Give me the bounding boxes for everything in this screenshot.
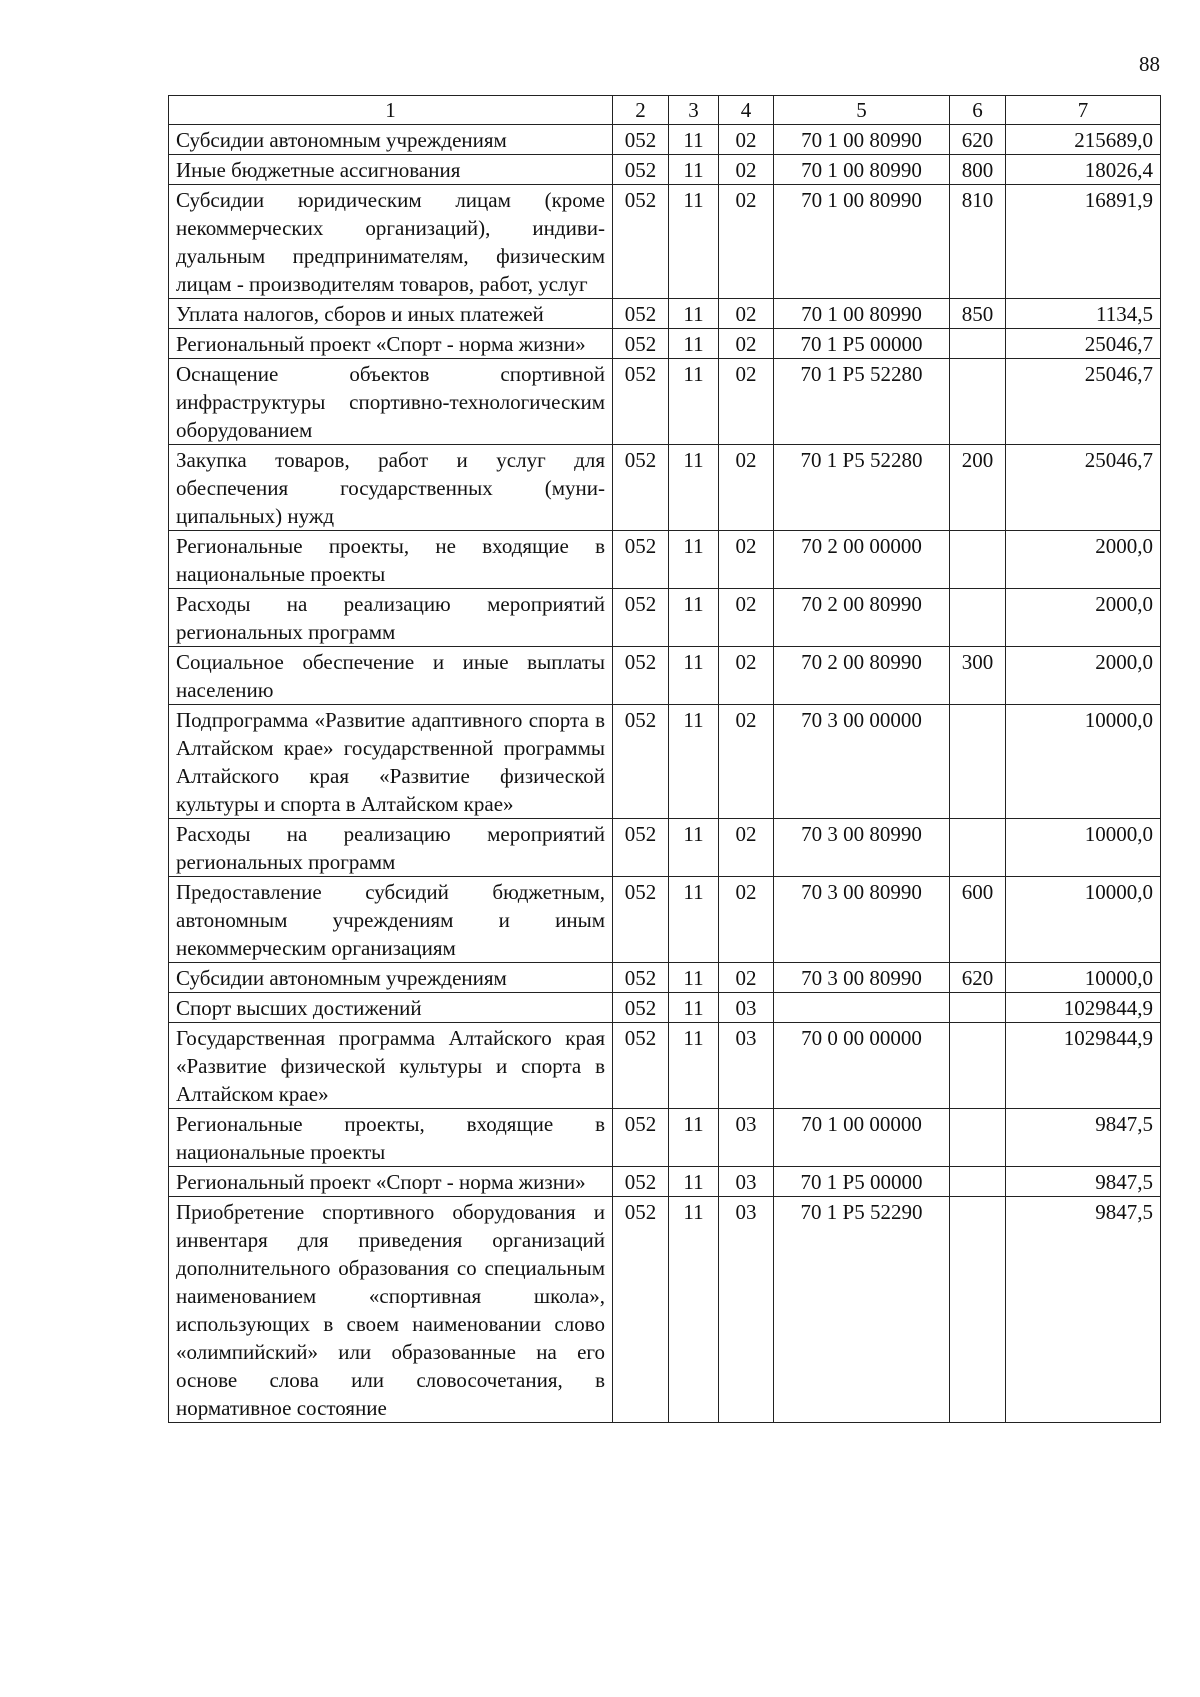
table-row (169, 963, 1161, 993)
column-header-2: 2 (613, 96, 669, 125)
table-body (169, 125, 1161, 1423)
row-target-article-cell: 70 2 00 80990 (774, 647, 950, 705)
row-amount-cell: 9847,5 (1006, 1167, 1161, 1197)
row-expense-type-cell (950, 359, 1006, 445)
row-name-cell: Оснащение объектов спортивной инфраструктуры спортивно-технологическим оборудованием (169, 359, 613, 445)
row-section-cell: 11 (669, 125, 719, 155)
row-target-article-cell: 70 2 00 00000 (774, 531, 950, 589)
row-name-cell: Субсидии юридическим лицам (кроме некоммерческих организаций), индивидуальным предпринимателям, физическим лицам - производителям товаров, работ, услуг (169, 185, 613, 299)
row-expense-type-cell (950, 329, 1006, 359)
row-expense-type-cell (950, 819, 1006, 877)
row-subsection-cell: 02 (719, 185, 774, 299)
row-admin-code-cell: 052 (613, 963, 669, 993)
row-section-cell: 11 (669, 155, 719, 185)
row-subsection-cell: 03 (719, 1109, 774, 1167)
row-name-cell: Приобретение спортивного оборудования и инвентаря для приведения организаций дополнительного образования со специальным наименованием «спортивная школа», использующих в своем наименовании слово «олимпийский» или образованные на его основе слова или словосочетания, в нормативное состояние (169, 1197, 613, 1423)
table-row (169, 1167, 1161, 1197)
table-row (169, 993, 1161, 1023)
table-row (169, 877, 1161, 963)
row-expense-type-cell (950, 993, 1006, 1023)
row-subsection-cell: 02 (719, 963, 774, 993)
row-target-article-cell: 70 0 00 00000 (774, 1023, 950, 1109)
column-header-1: 1 (169, 96, 613, 125)
row-name-cell: Региональные проекты, не входящие в национальные проекты (169, 531, 613, 589)
row-subsection-cell: 02 (719, 125, 774, 155)
row-admin-code-cell: 052 (613, 445, 669, 531)
row-target-article-cell: 70 1 P5 52290 (774, 1197, 950, 1423)
table-row (169, 1023, 1161, 1109)
row-expense-type-cell (950, 1167, 1006, 1197)
row-expense-type-cell: 810 (950, 185, 1006, 299)
row-target-article-cell (774, 993, 950, 1023)
row-amount-cell: 1029844,9 (1006, 993, 1161, 1023)
row-expense-type-cell (950, 531, 1006, 589)
row-target-article-cell: 70 3 00 00000 (774, 705, 950, 819)
row-expense-type-cell: 850 (950, 299, 1006, 329)
table-row (169, 647, 1161, 705)
row-subsection-cell: 02 (719, 155, 774, 185)
row-subsection-cell: 02 (719, 359, 774, 445)
row-section-cell: 11 (669, 445, 719, 531)
row-name-cell: Региональный проект «Спорт - норма жизни» (169, 329, 613, 359)
row-amount-cell: 10000,0 (1006, 705, 1161, 819)
table-row (169, 155, 1161, 185)
row-name-cell: Субсидии автономным учреждениям (169, 963, 613, 993)
row-amount-cell: 25046,7 (1006, 445, 1161, 531)
row-subsection-cell: 03 (719, 1197, 774, 1423)
column-header-4: 4 (719, 96, 774, 125)
row-target-article-cell: 70 1 00 80990 (774, 299, 950, 329)
table-row (169, 445, 1161, 531)
row-target-article-cell: 70 2 00 80990 (774, 589, 950, 647)
table-row (169, 185, 1161, 299)
row-expense-type-cell (950, 1197, 1006, 1423)
row-admin-code-cell: 052 (613, 185, 669, 299)
row-name-cell: Уплата налогов, сборов и иных платежей (169, 299, 613, 329)
row-amount-cell: 25046,7 (1006, 359, 1161, 445)
row-admin-code-cell: 052 (613, 705, 669, 819)
table-row (169, 819, 1161, 877)
row-target-article-cell: 70 1 P5 52280 (774, 445, 950, 531)
row-subsection-cell: 03 (719, 1023, 774, 1109)
row-subsection-cell: 02 (719, 819, 774, 877)
table-row (169, 299, 1161, 329)
row-admin-code-cell: 052 (613, 647, 669, 705)
row-amount-cell: 1134,5 (1006, 299, 1161, 329)
row-admin-code-cell: 052 (613, 589, 669, 647)
row-expense-type-cell: 200 (950, 445, 1006, 531)
row-admin-code-cell: 052 (613, 299, 669, 329)
row-amount-cell: 1029844,9 (1006, 1023, 1161, 1109)
row-subsection-cell: 02 (719, 531, 774, 589)
table-row (169, 1109, 1161, 1167)
row-amount-cell: 25046,7 (1006, 329, 1161, 359)
table-row (169, 531, 1161, 589)
row-subsection-cell: 02 (719, 445, 774, 531)
row-name-cell: Социальное обеспечение и иные выплаты населению (169, 647, 613, 705)
row-section-cell: 11 (669, 1167, 719, 1197)
row-amount-cell: 10000,0 (1006, 819, 1161, 877)
row-section-cell: 11 (669, 329, 719, 359)
table-row (169, 125, 1161, 155)
row-section-cell: 11 (669, 359, 719, 445)
row-admin-code-cell: 052 (613, 819, 669, 877)
row-target-article-cell: 70 3 00 80990 (774, 963, 950, 993)
row-subsection-cell: 02 (719, 877, 774, 963)
row-expense-type-cell (950, 705, 1006, 819)
row-admin-code-cell: 052 (613, 531, 669, 589)
row-amount-cell: 18026,4 (1006, 155, 1161, 185)
row-name-cell: Региональные проекты, входящие в национальные проекты (169, 1109, 613, 1167)
row-section-cell: 11 (669, 1109, 719, 1167)
budget-table (168, 95, 1161, 1423)
row-amount-cell: 10000,0 (1006, 877, 1161, 963)
row-expense-type-cell: 800 (950, 155, 1006, 185)
row-subsection-cell: 02 (719, 299, 774, 329)
row-admin-code-cell: 052 (613, 1197, 669, 1423)
row-name-cell: Иные бюджетные ассигнования (169, 155, 613, 185)
page-number: 88 (1139, 52, 1160, 76)
row-section-cell: 11 (669, 1197, 719, 1423)
row-target-article-cell: 70 1 P5 00000 (774, 1167, 950, 1197)
row-section-cell: 11 (669, 1023, 719, 1109)
row-section-cell: 11 (669, 185, 719, 299)
column-header-6: 6 (950, 96, 1006, 125)
row-admin-code-cell: 052 (613, 1109, 669, 1167)
table-row (169, 329, 1161, 359)
row-amount-cell: 2000,0 (1006, 647, 1161, 705)
row-expense-type-cell: 600 (950, 877, 1006, 963)
row-expense-type-cell: 620 (950, 125, 1006, 155)
row-amount-cell: 16891,9 (1006, 185, 1161, 299)
row-amount-cell: 2000,0 (1006, 531, 1161, 589)
row-target-article-cell: 70 3 00 80990 (774, 877, 950, 963)
row-subsection-cell: 02 (719, 705, 774, 819)
row-expense-type-cell: 300 (950, 647, 1006, 705)
row-target-article-cell: 70 1 00 80990 (774, 125, 950, 155)
row-amount-cell: 9847,5 (1006, 1109, 1161, 1167)
table-row (169, 359, 1161, 445)
column-header-7: 7 (1006, 96, 1161, 125)
row-section-cell: 11 (669, 705, 719, 819)
row-name-cell: Региональный проект «Спорт - норма жизни» (169, 1167, 613, 1197)
row-name-cell: Расходы на реализацию мероприятий региональных программ (169, 589, 613, 647)
row-subsection-cell: 02 (719, 589, 774, 647)
row-name-cell: Спорт высших достижений (169, 993, 613, 1023)
column-header-5: 5 (774, 96, 950, 125)
row-expense-type-cell (950, 1023, 1006, 1109)
column-header-3: 3 (669, 96, 719, 125)
row-amount-cell: 215689,0 (1006, 125, 1161, 155)
row-expense-type-cell (950, 589, 1006, 647)
row-target-article-cell: 70 1 00 80990 (774, 185, 950, 299)
row-admin-code-cell: 052 (613, 359, 669, 445)
row-admin-code-cell: 052 (613, 877, 669, 963)
row-expense-type-cell (950, 1109, 1006, 1167)
row-name-cell: Закупка товаров, работ и услуг для обеспечения государственных (муниципальных) нужд (169, 445, 613, 531)
table-row (169, 589, 1161, 647)
row-section-cell: 11 (669, 589, 719, 647)
row-amount-cell: 2000,0 (1006, 589, 1161, 647)
row-target-article-cell: 70 1 00 00000 (774, 1109, 950, 1167)
row-admin-code-cell: 052 (613, 329, 669, 359)
row-admin-code-cell: 052 (613, 1023, 669, 1109)
table-row (169, 1197, 1161, 1423)
row-section-cell: 11 (669, 647, 719, 705)
row-subsection-cell: 02 (719, 329, 774, 359)
row-subsection-cell: 03 (719, 993, 774, 1023)
row-subsection-cell: 03 (719, 1167, 774, 1197)
row-target-article-cell: 70 1 P5 52280 (774, 359, 950, 445)
row-section-cell: 11 (669, 877, 719, 963)
row-name-cell: Субсидии автономным учреждениям (169, 125, 613, 155)
row-name-cell: Подпрограмма «Развитие адаптивного спорта в Алтайском крае» государственной программы Алтайского края «Развитие физической культуры и спорта в Алтайском крае» (169, 705, 613, 819)
row-amount-cell: 10000,0 (1006, 963, 1161, 993)
row-target-article-cell: 70 3 00 80990 (774, 819, 950, 877)
row-name-cell: Предоставление субсидий бюджетным, автономным учреждениям и иным некоммерческим организациям (169, 877, 613, 963)
row-amount-cell: 9847,5 (1006, 1197, 1161, 1423)
row-section-cell: 11 (669, 299, 719, 329)
row-section-cell: 11 (669, 531, 719, 589)
row-name-cell: Расходы на реализацию мероприятий региональных программ (169, 819, 613, 877)
row-section-cell: 11 (669, 819, 719, 877)
header-row (169, 96, 1161, 125)
row-admin-code-cell: 052 (613, 993, 669, 1023)
row-section-cell: 11 (669, 963, 719, 993)
row-admin-code-cell: 052 (613, 155, 669, 185)
table-row (169, 705, 1161, 819)
row-target-article-cell: 70 1 P5 00000 (774, 329, 950, 359)
row-section-cell: 11 (669, 993, 719, 1023)
row-target-article-cell: 70 1 00 80990 (774, 155, 950, 185)
row-admin-code-cell: 052 (613, 125, 669, 155)
row-expense-type-cell: 620 (950, 963, 1006, 993)
row-name-cell: Государственная программа Алтайского края «Развитие физической культуры и спорта в Алтайском крае» (169, 1023, 613, 1109)
row-subsection-cell: 02 (719, 647, 774, 705)
row-admin-code-cell: 052 (613, 1167, 669, 1197)
